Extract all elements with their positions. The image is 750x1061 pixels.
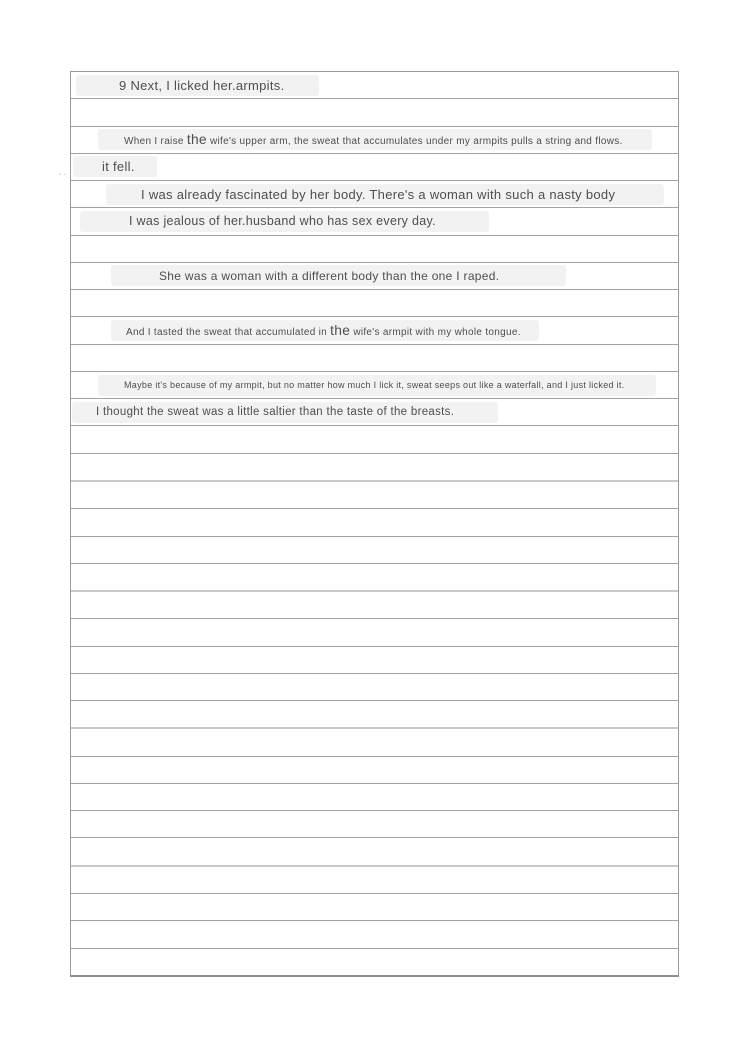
ruled-row	[71, 345, 678, 372]
translated-line	[141, 188, 615, 201]
translation-highlight	[73, 156, 157, 177]
line-segment: it fell.	[102, 159, 135, 175]
line-segment: She was a woman with a different body than the one I raped.	[159, 268, 500, 283]
ruled-row	[71, 729, 678, 756]
line-segment: the	[330, 322, 351, 338]
ruled-row	[71, 838, 678, 866]
translation-highlight	[72, 402, 498, 423]
ruled-row	[71, 426, 678, 453]
margin-ellipsis-artifact: ...	[58, 164, 75, 178]
translated-line	[129, 215, 436, 228]
line-segment: I was already fascinated by her body. There's a woman with such a nasty body	[141, 186, 616, 202]
ruled-row	[71, 537, 678, 564]
ruled-row	[71, 263, 678, 290]
line-segment: And I tasted the sweat that accumulated in	[126, 326, 331, 338]
translation-highlight	[80, 211, 489, 232]
translation-highlight	[111, 265, 566, 286]
ruled-row	[71, 592, 678, 619]
ruled-row	[71, 701, 678, 729]
ruled-row	[71, 181, 678, 208]
ruled-row	[71, 509, 678, 536]
translation-highlight	[98, 129, 652, 150]
ruled-row	[71, 454, 678, 482]
ruled-row	[71, 208, 678, 235]
line-segment: wife's armpit with my whole tongue.	[350, 326, 521, 338]
line-segment: Maybe it's because of my armpit, but no matter how much I lick it, sweat seeps out like a waterfall, and I just licked it.	[124, 379, 625, 390]
line-segment: I thought the sweat was a little saltier than the taste of the breasts.	[96, 405, 455, 418]
translation-highlight	[111, 320, 539, 341]
ruled-row	[71, 236, 678, 263]
document-sheet	[70, 71, 679, 977]
ruled-row	[71, 867, 678, 894]
translated-line	[124, 133, 623, 147]
ruled-row	[71, 99, 678, 126]
ruled-row	[71, 757, 678, 784]
ruled-row	[71, 949, 678, 975]
translated-line	[102, 160, 135, 173]
ruled-row	[71, 784, 678, 811]
line-segment: the	[186, 131, 207, 147]
translation-highlight	[98, 375, 656, 396]
translated-line	[126, 324, 521, 338]
ruled-row	[71, 372, 678, 399]
ruled-row	[71, 482, 678, 509]
line-segment: I was jealous of her.husband who has sex every day.	[129, 214, 436, 229]
ruled-row	[71, 72, 678, 99]
ruled-row	[71, 619, 678, 646]
ruled-row	[71, 674, 678, 701]
line-segment: wife's upper arm, the sweat that accumulates under my armpits pulls a string and flows.	[206, 135, 623, 147]
ruled-row	[71, 399, 678, 426]
ruled-row	[71, 154, 678, 181]
translated-line	[159, 270, 499, 282]
ruled-row	[71, 290, 678, 317]
line-segment: 9 Next, I licked her.armpits.	[119, 77, 285, 93]
ruled-row	[71, 564, 678, 592]
line-segment: When I raise	[124, 135, 187, 147]
translated-line	[119, 79, 284, 92]
ruled-row	[71, 317, 678, 344]
translated-line	[124, 381, 625, 390]
ruled-row	[71, 127, 678, 154]
ruled-row	[71, 811, 678, 838]
translation-highlight	[76, 75, 319, 96]
translation-highlight	[106, 184, 664, 205]
translated-line	[96, 407, 454, 419]
ruled-row	[71, 894, 678, 921]
ruled-row	[71, 921, 678, 948]
ruled-row	[71, 647, 678, 674]
